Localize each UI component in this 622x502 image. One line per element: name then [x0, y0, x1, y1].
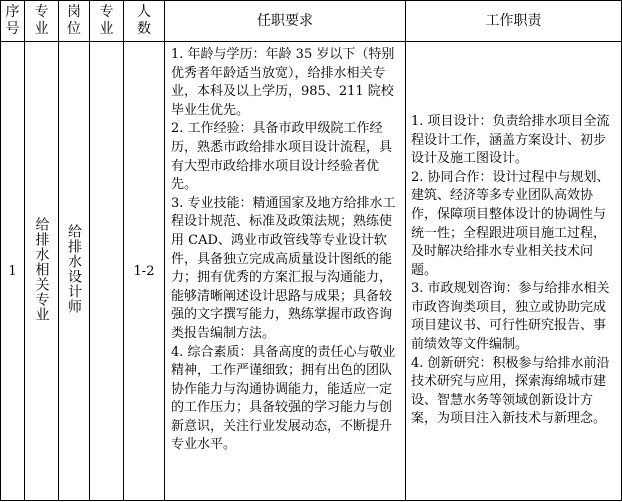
cell-major — [25, 42, 59, 501]
requirement-item: 2. 工作经验：具备市政甲级院工作经历，熟悉市政给排水项目设计流程，具有大型市政给排水项目设计经验者优先。 — [171, 121, 393, 193]
table-row — [1, 42, 622, 501]
requirement-item: 1. 年龄与学历：年龄 35 岁以下（特别优秀者年龄适当放宽），给排水相关专业，本科及以上学历，985、211 院校毕业生优先。 — [171, 47, 395, 118]
post-text: 给排水设计师 — [66, 224, 82, 314]
cell-duties — [406, 42, 622, 501]
header-post: 岗 位 — [59, 1, 90, 42]
cell-post — [59, 42, 90, 501]
header-requirements: 任职要求 — [165, 1, 406, 42]
requirement-item: 4. 综合素质：具备高度的责任心与敬业精神，工作严谨细致；拥有出色的团队协作能力与沟通协调能力，能适应一定的工作压力；具备较强的学习能力与创新意识，关注行业发展动态，不断提升专业水平。 — [171, 344, 396, 453]
duty-item: 2. 协同合作：设计过程中与规划、建筑、经济等多专业团队高效协作，保障项目整体设计的协调性与统一性；全程跟进项目施工过程，及时解决给排水专业相关技术问题。 — [411, 169, 610, 278]
header-row — [1, 1, 622, 42]
header-duties: 工作职责 — [406, 1, 622, 42]
cell-specialty — [90, 42, 124, 501]
cell-requirements — [165, 42, 406, 501]
requirement-item: 3. 专业技能：精通国家及地方给排水工程设计规范、标准及政策法规；熟练使用 CAD、鸿业市政管线等专业设计软件，具备独立完成高质量设计图纸的能力；拥有优秀的方案汇报与沟通能力，能够清晰阐述设计思路与成果；具备较强的文字撰写能力，熟练掌握市政咨询类报告编制方法。 — [171, 195, 396, 341]
duty-item: 4. 创新研究：积极参与给排水前沿技术研究与应用，探索海绵城市建设、智慧水务等领域创新设计方案，为项目注入新技术与新理念。 — [411, 355, 610, 427]
header-seq: 序 号 — [1, 1, 25, 42]
cell-seq: 1 — [1, 42, 25, 501]
cell-count: 1-2 — [124, 42, 165, 501]
duty-item: 3. 市政规划咨询：参与给排水相关市政咨询类项目，独立或协助完成项目建议书、可行性研究报告、事前绩效等文件编制。 — [411, 281, 610, 353]
duty-item: 1. 项目设计：负责给排水项目全流程设计工作，涵盖方案设计、初步设计及施工图设计。 — [411, 113, 610, 167]
major-text: 给排水相关专业 — [33, 216, 50, 322]
header-specialty: 专 业 — [90, 1, 124, 42]
header-count: 人 数 — [124, 1, 165, 42]
header-major: 专 业 — [25, 1, 59, 42]
